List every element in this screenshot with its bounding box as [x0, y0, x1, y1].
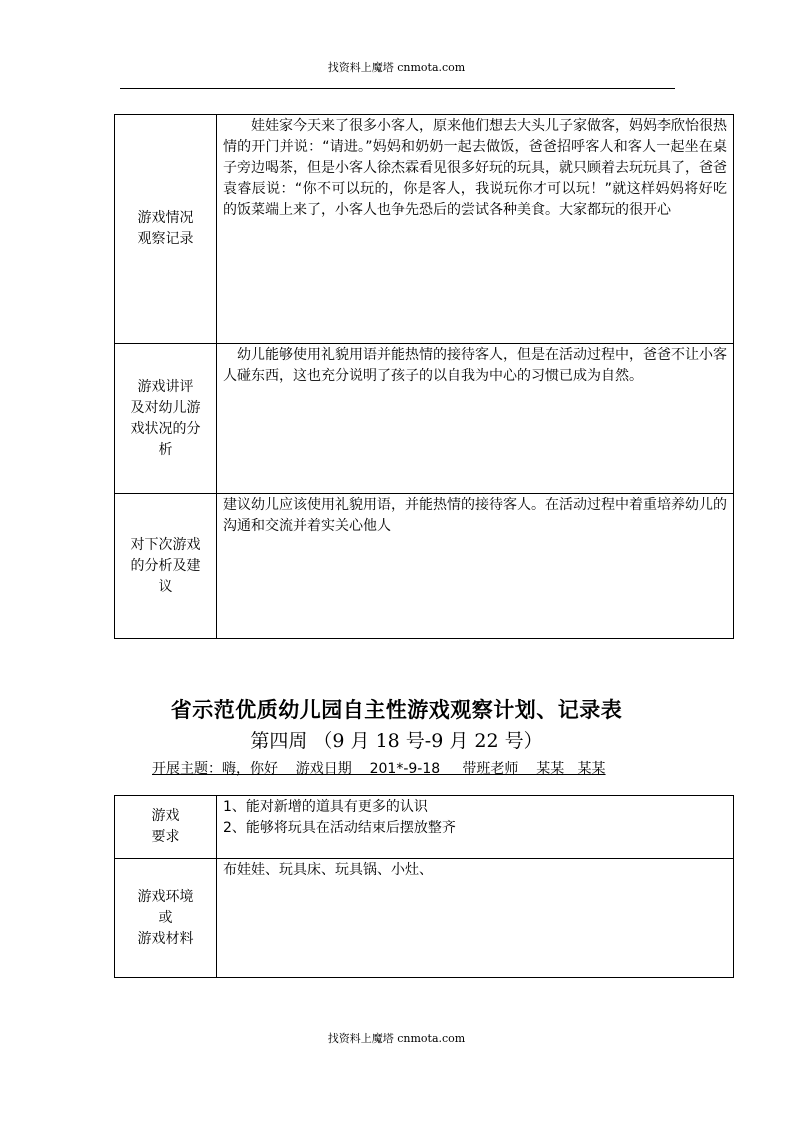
requirement-line: 1、能对新增的道具有更多的认识	[223, 799, 428, 815]
meta-info-line: 开展主题：嗨，你好 游戏日期 201*-9-18 带班老师 某某 某某	[152, 761, 606, 777]
header-divider	[120, 88, 675, 89]
table-row	[115, 115, 734, 344]
row-label: 游戏 要求	[115, 796, 217, 859]
requirement-line: 2、能够将玩具在活动结束后摆放整齐	[223, 820, 456, 836]
game-plan-table	[114, 795, 734, 978]
observation-text: 娃娃家今天来了很多小客人，原来他们想去大头儿子家做客，妈妈李欣怡很热情的开门并说：“请进。”妈妈和奶奶一起去做饭，爸爸招呼客人和客人一起坐在桌子旁边喝茶，但是小客人徐杰霖看见很多好玩的玩具，就只顾着去玩玩具了，爸爸袁睿辰说：“你不可以玩的，你是客人，我说玩你才可以玩！”就这样妈妈将好吃的饭菜端上来了，小客人也争先恐后的尝试各种美食。大家都玩的很开心	[223, 118, 727, 218]
row-label: 游戏环境 或 游戏材料	[115, 859, 217, 978]
week-subtitle: 第四周 （9 月 18 号-9 月 22 号）	[250, 730, 543, 752]
row-label: 游戏情况 观察记录	[115, 115, 217, 344]
observation-record-table	[114, 114, 734, 639]
table-row	[115, 796, 734, 859]
row-content	[217, 859, 734, 978]
table-row	[115, 859, 734, 978]
row-content	[217, 494, 734, 639]
table-row	[115, 494, 734, 639]
row-content	[217, 344, 734, 494]
row-content	[217, 796, 734, 859]
materials-line: 布娃娃、玩具床、玩具锅、小灶、	[223, 862, 433, 878]
row-label: 对下次游戏 的分析及建 议	[115, 494, 217, 639]
page-footer: 找资料上魔塔 cnmota.com	[327, 1032, 466, 1045]
row-label: 游戏讲评 及对幼儿游 戏状况的分 析	[115, 344, 217, 494]
document-title: 省示范优质幼儿园自主性游戏观察计划、记录表	[170, 697, 623, 722]
table-row	[115, 344, 734, 494]
page-header: 找资料上魔塔 cnmota.com	[327, 61, 466, 74]
suggestion-text: 建议幼儿应该使用礼貌用语，并能热情的接待客人。在活动过程中着重培养幼儿的沟通和交流并着实关心他人	[223, 497, 727, 534]
row-content	[217, 115, 734, 344]
analysis-text: 幼儿能够使用礼貌用语并能热情的接待客人，但是在活动过程中，爸爸不让小客人碰东西，这也充分说明了孩子的以自我为中心的习惯已成为自然。	[223, 347, 727, 384]
